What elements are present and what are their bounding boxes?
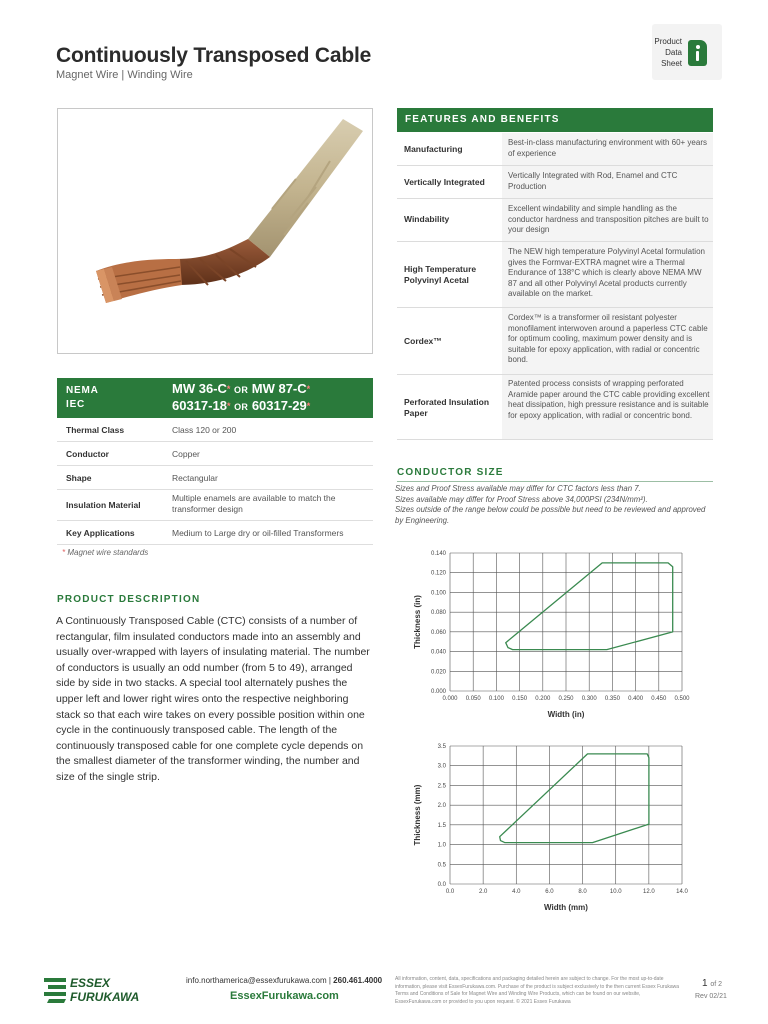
x-tick-label: 0.350 — [604, 696, 620, 702]
nema-standards: MW 36-C* OR MW 87-C* — [172, 381, 311, 396]
features-table — [397, 108, 713, 440]
y-tick-label: 0.060 — [430, 629, 446, 636]
y-tick-label: 2.5 — [437, 783, 446, 790]
iec-label: IEC — [66, 399, 86, 410]
feature-row-windability: Windability Excellent windability and simple handling as the conductor hardness and transposition pitches are built to your design — [397, 199, 713, 242]
cable-photo — [57, 108, 373, 354]
x-tick-label: 6.0 — [545, 889, 554, 895]
y-tick-label: 0.100 — [430, 590, 446, 597]
contact-line: info.northamerica@essexfurukawa.com | 260.461.4000 — [186, 976, 383, 985]
y-tick-label: 1.0 — [437, 842, 446, 849]
divider — [397, 481, 713, 482]
y-tick-label: 0.120 — [430, 570, 446, 577]
x-tick-label: 10.0 — [609, 889, 622, 895]
x-tick-label: 0.200 — [535, 696, 551, 702]
website-link[interactable]: EssexFurukawa.com — [230, 990, 339, 1002]
y-tick-label: 0.000 — [430, 689, 446, 695]
footnote: * Magnet wire standards — [62, 548, 149, 557]
product-description-heading: PRODUCT DESCRIPTION — [57, 594, 201, 605]
conductor-size-heading: CONDUCTOR SIZE — [397, 467, 504, 478]
x-tick-label: 2.0 — [478, 889, 488, 895]
svg-text:ESSEX: ESSEX — [70, 976, 111, 990]
product-description-text: A Continuously Transposed Cable (CTC) consists of a number of rectangular, film insulated conductors made into an assembly and usually over-wrapped with layers of insulating material. The number of conductors is usually an odd number (from 5 to 49), arranged side by side in two stacks. A special tool alternately pushes the upper left and lower right wires onto the respective neighboring stack so that each wire takes on every possible position within one cycle in the continuously transposed cable. The length of the continuously transposed cable for one complete cycle depends on the smallest diameter of the transformer winding, the number and size of the single strip. — [56, 615, 370, 783]
nema-label: NEMA — [66, 385, 99, 396]
essex-furukawa-logo — [44, 975, 174, 1008]
page-title: Continuously Transposed Cable — [56, 44, 372, 67]
legal-text: All information, content, data, specifications and packaging detailed herein are subject to change. For the most up-to-date information, please visit EssexFurukawa.com. Purchase of the product is subject exclusively to the then current Essex Furukawa Terms and Conditions of Sale for Magnet Wire and Winding Wire Products, which can be found on our website, EssexFurukawa.com or provided to you upon request. © 2021 Essex Furukawa — [395, 976, 680, 1005]
x-tick-label: 0.400 — [628, 696, 644, 702]
chart-thickness-width-mm — [400, 738, 700, 916]
y-tick-label: 2.0 — [437, 803, 446, 810]
revision: Rev 02/21 — [695, 993, 727, 1000]
x-tick-label: 0.500 — [674, 696, 690, 702]
x-tick-label: 0.0 — [445, 889, 455, 895]
feature-row-vertically-integrated: Vertically Integrated Vertically Integrated with Rod, Enamel and CTC Production — [397, 166, 713, 199]
x-tick-label: 0.300 — [581, 696, 597, 702]
spec-row-applications: Key Applications Medium to Large dry or oil-filled Transformers — [57, 521, 373, 545]
badge-label: Product Data Sheet — [654, 37, 682, 68]
spec-table — [57, 378, 373, 546]
page-subtitle: Magnet Wire | Winding Wire — [56, 69, 193, 81]
x-tick-label: 0.000 — [442, 696, 458, 702]
y-tick-label: 0.5 — [437, 862, 446, 869]
x-axis-label: Width (in) — [547, 710, 585, 719]
y-tick-label: 0.140 — [430, 551, 446, 557]
chart-thickness-width-in — [400, 545, 700, 723]
features-heading: FEATURES AND BENEFITS — [397, 108, 713, 132]
spec-row-shape: Shape Rectangular — [57, 466, 373, 490]
x-tick-label: 0.150 — [512, 696, 528, 702]
y-tick-label: 0.0 — [437, 882, 446, 888]
feature-row-polyvinyl-acetal: High Temperature Polyvinyl Acetal The NEW high temperature Polyvinyl Acetal formulation gives the Formvar-EXTRA magnet wire a Thermal Endurance of 138°C which is clearly above NEMA MW 87 and all other Polyvinyl Acetal products currently available on the market. — [397, 242, 713, 308]
x-tick-label: 4.0 — [512, 889, 521, 895]
y-tick-label: 0.020 — [430, 669, 446, 676]
x-tick-label: 0.250 — [558, 696, 574, 702]
info-icon — [688, 40, 707, 66]
page-number: 1 of 2 — [702, 978, 723, 989]
feature-row-perforated-paper: Perforated Insulation Paper Patented process consists of wrapping perforated Aramide paper around the CTC cable providing excellent heat dissipation, high pressure resistance and is suitable for epoxy application, with radial or concentric bond. — [397, 375, 713, 440]
feature-row-manufacturing: Manufacturing Best-in-class manufacturing environment with 60+ years of experience — [397, 133, 713, 166]
contact-email[interactable]: info.northamerica@essexfurukawa.com — [186, 976, 327, 985]
iec-standards: 60317-18* OR 60317-29* — [172, 398, 311, 413]
feature-row-cordex: Cordex™ Cordex™ is a transformer oil resistant polyester monofilament interwoven around a paperless CTC cable for optimum cooling, maximum power density and is suitable for epoxy application, with radial or concentric bond. — [397, 308, 713, 375]
svg-text:FURUKAWA: FURUKAWA — [70, 990, 140, 1003]
x-tick-label: 14.0 — [676, 889, 688, 895]
y-tick-label: 0.040 — [430, 649, 446, 656]
contact-phone[interactable]: 260.461.4000 — [333, 976, 383, 985]
x-tick-label: 0.050 — [465, 696, 481, 702]
x-tick-label: 0.100 — [488, 696, 504, 702]
y-tick-label: 3.5 — [437, 744, 446, 750]
spec-row-insulation: Insulation Material Multiple enamels are available to match the transformer design — [57, 490, 373, 521]
y-tick-label: 3.0 — [437, 763, 446, 770]
y-tick-label: 1.5 — [437, 822, 446, 829]
product-data-sheet-badge — [652, 24, 722, 80]
x-tick-label: 0.450 — [651, 696, 667, 702]
y-axis-label: Thickness (mm) — [413, 784, 422, 846]
y-tick-label: 0.080 — [430, 610, 446, 617]
x-axis-label: Width (mm) — [544, 903, 588, 912]
y-axis-label: Thickness (in) — [413, 595, 422, 649]
x-tick-label: 12.0 — [643, 889, 655, 895]
conductor-size-notes: Sizes and Proof Stress available may differ for CTC factors less than 7. Sizes available may differ for Proof Stress above 34,000PSI (234N/mm²). Sizes outside of the range below could be possible but need to be reviewed and approved by Engineering. — [395, 484, 706, 525]
size-range-outline — [500, 754, 649, 843]
spec-row-conductor: Conductor Copper — [57, 442, 373, 466]
x-tick-label: 8.0 — [578, 889, 587, 895]
spec-row-thermal-class: Thermal Class Class 120 or 200 — [57, 418, 373, 442]
standards-header — [57, 378, 373, 418]
